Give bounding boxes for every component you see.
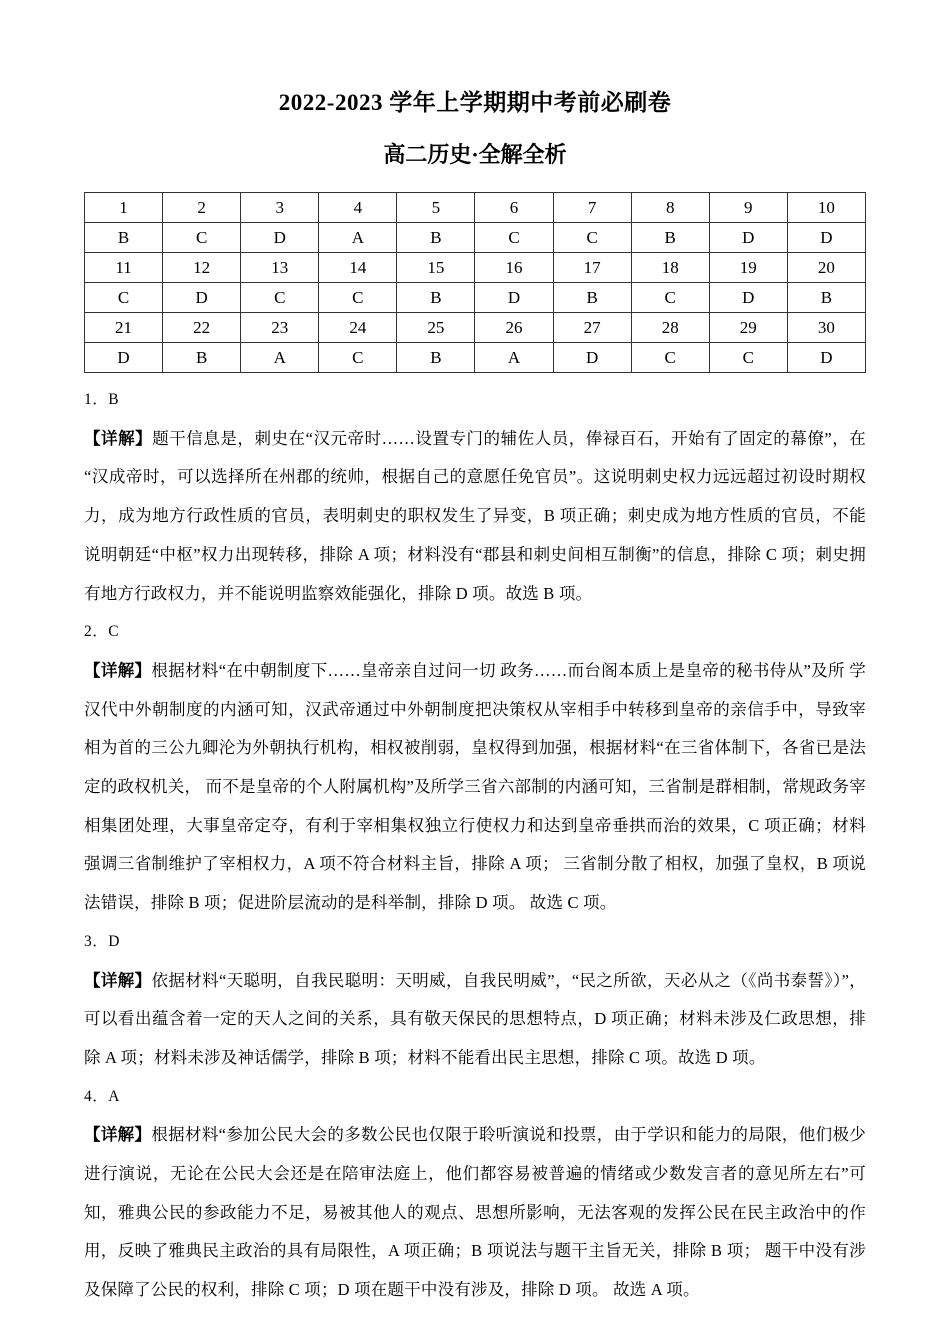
answer-letter-cell: C bbox=[85, 283, 163, 313]
question-number-cell: 13 bbox=[241, 253, 319, 283]
question-number-cell: 24 bbox=[319, 313, 397, 343]
answer-letter-cell: A bbox=[475, 343, 553, 373]
answer-letter-cell: C bbox=[631, 343, 709, 373]
question-number-cell: 17 bbox=[553, 253, 631, 283]
answer-letter-cell: C bbox=[319, 283, 397, 313]
answer-letter-cell: D bbox=[709, 283, 787, 313]
answer-letter-cell: B bbox=[397, 283, 475, 313]
explanations-section bbox=[84, 373, 866, 1310]
explanation-heading: 1．B bbox=[84, 391, 120, 408]
question-number-cell: 16 bbox=[475, 253, 553, 283]
explanation-detail-tag: 【详解】 bbox=[84, 660, 152, 680]
answer-letter-cell: A bbox=[241, 343, 319, 373]
explanation-detail-tag: 【详解】 bbox=[84, 428, 153, 448]
explanation-heading: 3．D bbox=[84, 932, 120, 950]
answer-letter-cell: B bbox=[631, 223, 709, 253]
answer-letter-cell: D bbox=[553, 343, 631, 373]
question-number-cell: 3 bbox=[241, 193, 319, 223]
question-number-cell: 5 bbox=[397, 193, 475, 223]
answer-table-answer-row bbox=[85, 343, 866, 373]
question-number-cell: 18 bbox=[631, 253, 709, 283]
explanation-body bbox=[84, 652, 866, 923]
answer-letter-cell: C bbox=[163, 223, 241, 253]
question-number-cell: 21 bbox=[85, 313, 163, 343]
answer-letter-cell: D bbox=[787, 223, 865, 253]
explanation-body bbox=[84, 420, 866, 614]
question-number-cell: 4 bbox=[319, 193, 397, 223]
answer-letter-cell: B bbox=[787, 283, 865, 313]
answer-key-table-wrapper bbox=[84, 192, 866, 373]
question-number-cell: 14 bbox=[319, 253, 397, 283]
page-title: 2022-2023 学年上学期期中考前必刷卷 bbox=[278, 90, 672, 115]
explanation-heading: 2．C bbox=[84, 623, 120, 641]
question-number-cell: 15 bbox=[397, 253, 475, 283]
answer-letter-cell: C bbox=[709, 343, 787, 373]
question-number-cell: 27 bbox=[553, 313, 631, 343]
question-number-cell: 19 bbox=[709, 253, 787, 283]
question-number-cell: 1 bbox=[85, 193, 163, 223]
answer-letter-cell: B bbox=[163, 343, 241, 373]
answer-key-table bbox=[84, 192, 866, 373]
question-number-cell: 11 bbox=[85, 253, 163, 283]
answer-letter-cell: D bbox=[709, 223, 787, 253]
question-number-cell: 12 bbox=[163, 253, 241, 283]
answer-letter-cell: C bbox=[241, 283, 319, 313]
answer-letter-cell: D bbox=[85, 343, 163, 373]
explanation-body bbox=[84, 962, 866, 1078]
question-number-cell: 9 bbox=[709, 193, 787, 223]
answer-letter-cell: C bbox=[475, 223, 553, 253]
page-subtitle: 高二历史·全解全析 bbox=[383, 142, 567, 167]
document-header bbox=[0, 0, 950, 170]
question-number-cell: 25 bbox=[397, 313, 475, 343]
question-number-cell: 20 bbox=[787, 253, 865, 283]
explanation-body bbox=[84, 1116, 866, 1310]
answer-letter-cell: B bbox=[397, 223, 475, 253]
question-number-cell: 30 bbox=[787, 313, 865, 343]
answer-table-answer-row bbox=[85, 223, 866, 253]
question-number-cell: 6 bbox=[475, 193, 553, 223]
explanation-text: 依据材料“天聪明，自我民聪明：天明威，自我民明威”，“民之所欲，天必从之（《尚书泰誓》）”，可以看出蕴含着一定的天人之间的关系，具有敬天保民的思想特点，D 项正确；材料未涉及仁政思想，排除 A 项；材料未涉及神话儒学，排除 B 项；材料不能看出民主思想，排除 C 项。故选 D 项。 bbox=[84, 970, 866, 1067]
question-number-cell: 22 bbox=[163, 313, 241, 343]
explanation-heading: 4．A bbox=[84, 1087, 120, 1105]
question-number-cell: 10 bbox=[787, 193, 865, 223]
answer-letter-cell: A bbox=[319, 223, 397, 253]
answer-letter-cell: D bbox=[241, 223, 319, 253]
answer-table-number-row bbox=[85, 253, 866, 283]
explanation-detail-tag: 【详解】 bbox=[84, 1125, 152, 1145]
question-number-cell: 8 bbox=[631, 193, 709, 223]
question-number-cell: 29 bbox=[709, 313, 787, 343]
answer-letter-cell: D bbox=[163, 283, 241, 313]
question-number-cell: 7 bbox=[553, 193, 631, 223]
explanation-text: 根据材料“参加公民大会的多数公民也仅限于聆听演说和投票，由于学识和能力的局限，他们极少进行演说，无论在公民大会还是在陪审法庭上，他们都容易被普遍的情绪或少数发言者的意见所左右”可知，雅典公民的参政能力不足，易被其他人的观点、思想所影响，无法客观的发挥公民在民主政治中的作用，反映了雅典民主政治的具有局限性，A 项正确；B 项说法与题干主旨无关，排除 B 项； 题干中没有涉及保障了公民的权利，排除 C 项；D 项在题干中没有涉及，排除 D 项。 故选 A 项。 bbox=[84, 1125, 866, 1300]
answer-letter-cell: B bbox=[85, 223, 163, 253]
answer-table-number-row bbox=[85, 193, 866, 223]
answer-table-number-row bbox=[85, 313, 866, 343]
question-number-cell: 2 bbox=[163, 193, 241, 223]
answer-letter-cell: B bbox=[397, 343, 475, 373]
answer-letter-cell: C bbox=[319, 343, 397, 373]
answer-letter-cell: D bbox=[787, 343, 865, 373]
explanation-text: 题干信息是，刺史在“汉元帝时……设置专门的辅佐人员，俸禄百石，开始有了固定的幕僚”，在“汉成帝时，可以选择所在州郡的统帅，根据自己的意愿任免官员”。这说明刺史权力远远超过初设时期权力，成为地方行政性质的官员，表明刺史的职权发生了异变，B 项正确；刺史成为地方性质的官员，不能说明朝廷“中枢”权力出现转移，排除 A 项；材料没有“郡县和刺史间相互制衡”的信息，排除 C 项；刺史拥有地方行政权力，并不能说明监察效能强化，排除 D 项。故选 B 项。 bbox=[84, 428, 866, 603]
answer-letter-cell: D bbox=[475, 283, 553, 313]
question-number-cell: 26 bbox=[475, 313, 553, 343]
question-number-cell: 28 bbox=[631, 313, 709, 343]
answer-table-answer-row bbox=[85, 283, 866, 313]
explanation-text: 根据材料“在中朝制度下……皇帝亲自过问一切 政务……而台阁本质上是皇帝的秘书侍从”及所 学汉代中外朝制度的内涵可知，汉武帝通过中外朝制度把决策权从宰相手中转移到皇帝的亲信手中，导致宰相为首的三公九卿沦为外朝执行机构，相权被削弱，皇权得到加强，根据材料“在三省体制下，各省已是法定的政权机关， 而不是皇帝的个人附属机构”及所学三省六部制的内涵可知，三省制是群相制，常规政务宰相集团处理，大事皇帝定夺，有利于宰相集权独立行使权力和达到皇帝垂拱而治的效果，C 项正确；材料强调三省制维护了宰相权力，A 项不符合材料主旨，排除 A 项； 三省制分散了相权，加强了皇权，B 项说法错误，排除 B 项；促进阶层流动的是科举制，排除 D 项。 故选 C 项。 bbox=[84, 660, 866, 913]
answer-letter-cell: C bbox=[553, 223, 631, 253]
explanation-detail-tag: 【详解】 bbox=[84, 970, 152, 990]
question-number-cell: 23 bbox=[241, 313, 319, 343]
answer-letter-cell: B bbox=[553, 283, 631, 313]
answer-letter-cell: C bbox=[631, 283, 709, 313]
